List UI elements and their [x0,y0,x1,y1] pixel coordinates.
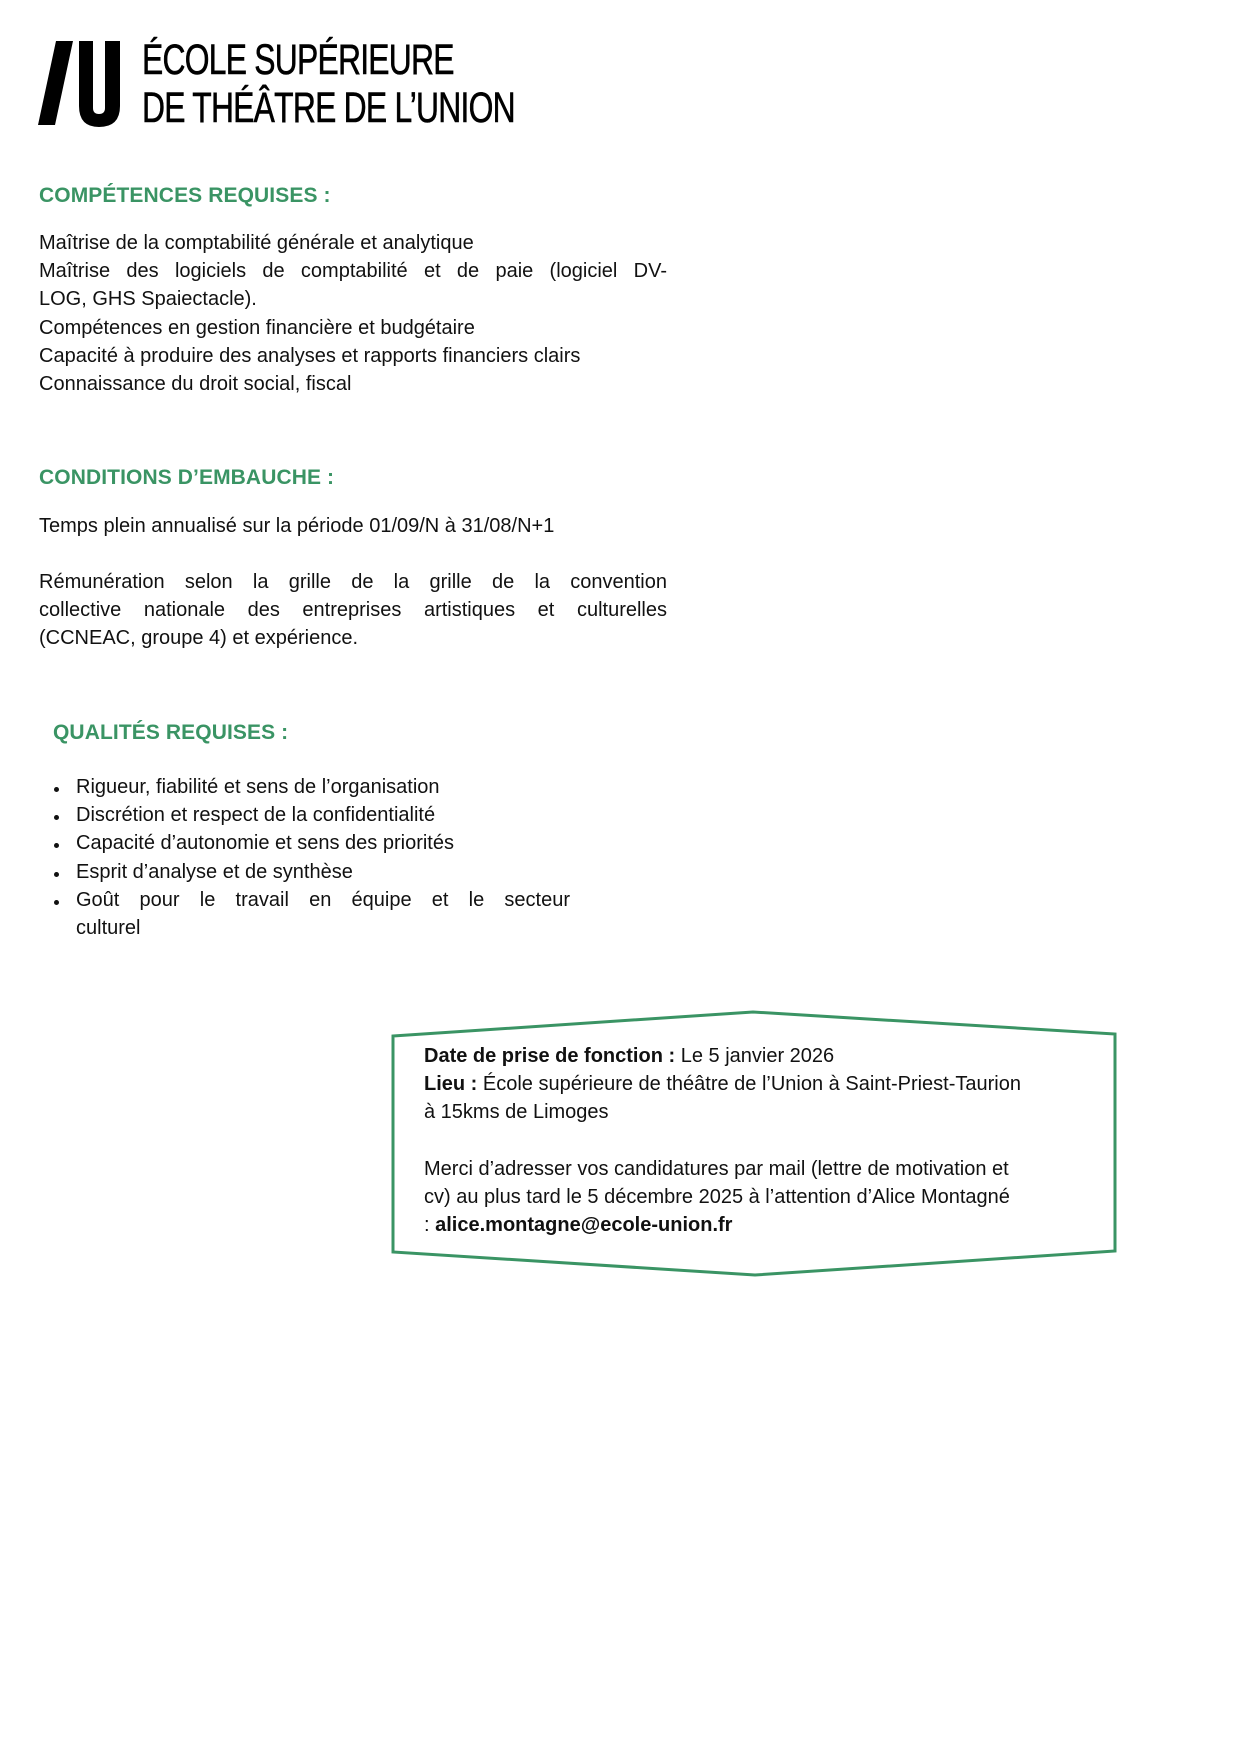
pay-line: Rémunération selon la grille de la grille de la convention [39,571,667,593]
logo-line-1: ÉCOLE SUPÉRIEURE [142,36,454,84]
list-item: Capacité d’autonomie et sens des priorités [40,829,540,857]
school-logo [36,36,515,132]
apply-instructions: Merci d’adresser vos candidatures par mail (lettre de motivation et [424,1157,1009,1180]
location-distance: à 15kms de Limoges [424,1101,609,1124]
competence-line: LOG, GHS Spaiectacle). [39,288,257,311]
location-value: École supérieure de théâtre de l’Union à Saint-Priest-Taurion [477,1073,1021,1096]
list-item-text: culturel [76,917,141,940]
contact-email-link[interactable]: alice.montagne@ecole-union.fr [435,1214,733,1237]
competence-line: Capacité à produire des analyses et rapports financiers clairs [39,344,581,367]
competences-heading: COMPÉTENCES REQUISES : [39,184,331,207]
list-item: Rigueur, fiabilité et sens de l’organisation [40,773,540,801]
spacer [424,1127,1104,1155]
start-date-value: Le 5 janvier 2026 [675,1045,835,1067]
pay-line: (CCNEAC, groupe 4) et expérience. [39,627,359,650]
conditions-pay [39,568,667,653]
list-item-text: Goût pour le travail en équipe et le secteur [76,888,570,911]
logo-wordmark [142,36,515,132]
conditions-heading: CONDITIONS D’EMBAUCHE : [39,466,335,489]
list-item [40,886,570,942]
qualites-heading: QUALITÉS REQUISES : [53,721,289,744]
start-date [424,1042,1104,1070]
competences-list [39,229,667,398]
conditions-time: Temps plein annualisé sur la période 01/09/N à 31/08/N+1 [39,515,555,537]
competence-line: Connaissance du droit social, fiscal [39,373,352,396]
logo-mark-icon [36,36,126,131]
start-date-label: Date de prise de fonction : [424,1045,676,1067]
info-box [424,1042,1104,1239]
location [424,1070,1104,1098]
apply-prefix: : [424,1214,436,1237]
apply-contact [424,1211,1104,1239]
list-item: Esprit d’analyse et de synthèse [40,858,540,886]
apply-instructions: cv) au plus tard le 5 décembre 2025 à l’attention d’Alice Montagné [424,1185,1010,1208]
list-item: Discrétion et respect de la confidentialité [40,801,540,829]
pay-line: collective nationale des entreprises artistiques et culturelles [39,599,667,622]
logo-line-2: DE THÉÂTRE DE L’UNION [142,84,515,132]
competence-line: Maîtrise des logiciels de comptabilité et de paie (logiciel DV- [39,260,667,283]
location-label: Lieu : [424,1073,478,1096]
competence-line: Compétences en gestion financière et budgétaire [39,316,475,339]
competence-line: Maîtrise de la comptabilité générale et analytique [39,232,474,254]
qualites-list [40,773,570,942]
